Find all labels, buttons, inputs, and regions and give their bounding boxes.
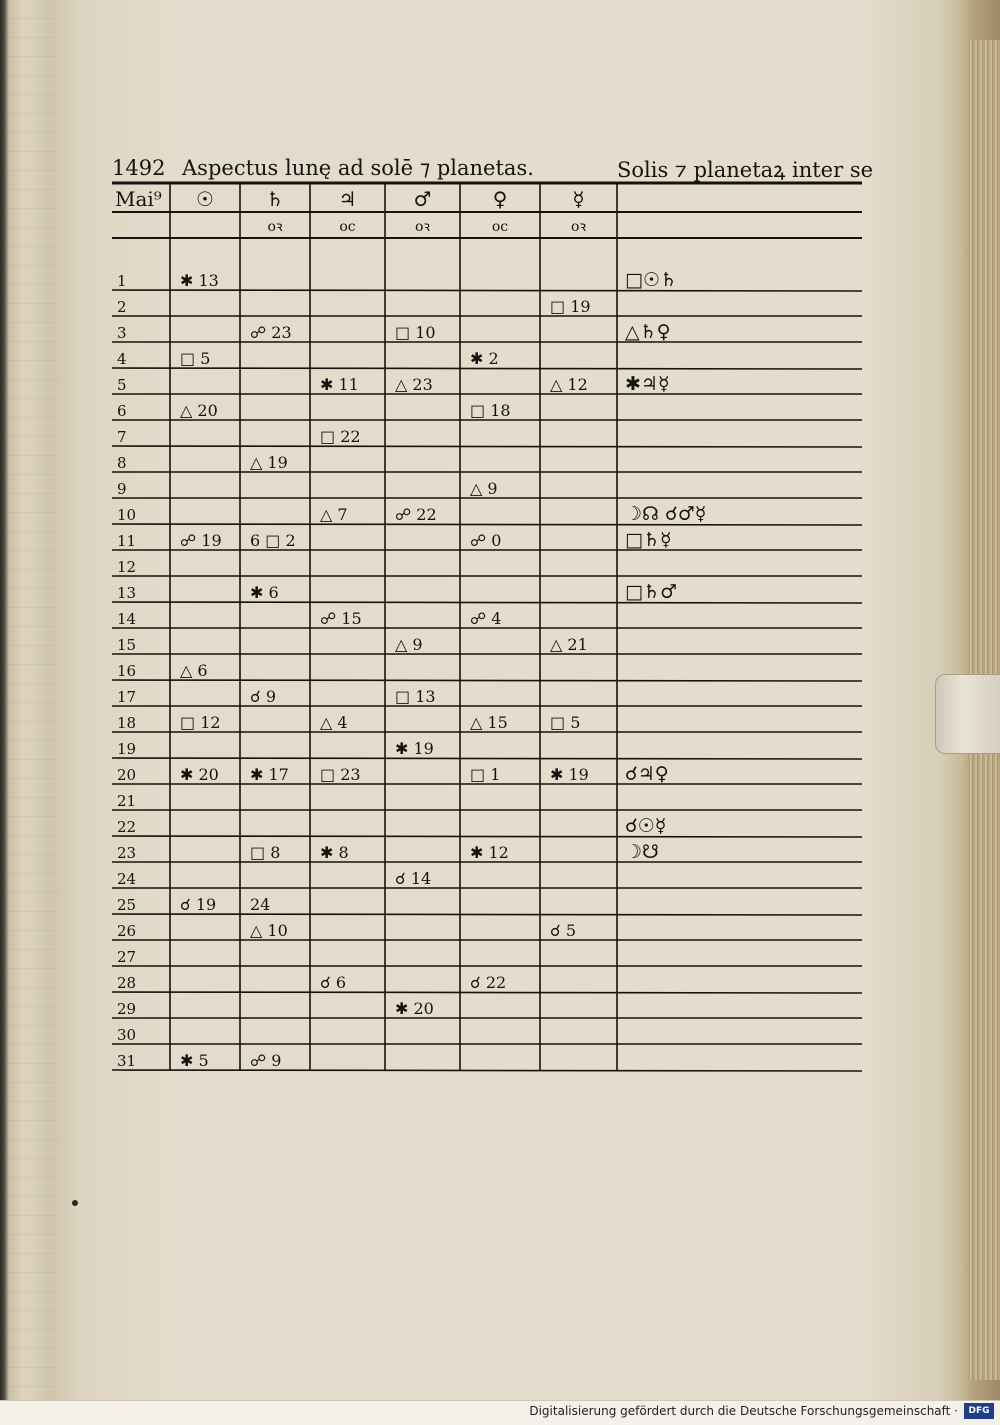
column-subheader: oc [491, 219, 509, 235]
planetary-aspect-cell: ☌☉☿ [625, 815, 667, 837]
lunar-aspect-cell: 6 □ 2 [250, 531, 296, 550]
lunar-aspect-cell: △ 6 [180, 661, 208, 680]
lunar-aspect-cell: ✱ 12 [470, 843, 509, 862]
year-heading: 1492 [112, 156, 166, 180]
planetary-aspect-cell: ✱♃☿ [625, 373, 670, 395]
lunar-aspect-cell: ✱ 5 [180, 1051, 209, 1070]
lunar-aspect-cell: □ 5 [180, 349, 211, 368]
column-subheader: oꝛ [570, 219, 587, 235]
column-header: Mai⁹ [115, 187, 162, 211]
day-number: 3 [117, 324, 127, 342]
planetary-aspect-cell: □♄♂ [625, 581, 678, 603]
day-number: 23 [117, 844, 137, 862]
day-number: 26 [117, 922, 137, 940]
column-header: ♂ [413, 187, 432, 211]
lunar-aspect-cell: ✱ 19 [550, 765, 589, 784]
column-header: ☉ [196, 187, 214, 211]
lunar-aspect-cell: □ 23 [320, 765, 361, 784]
day-number: 11 [117, 532, 137, 550]
day-number: 12 [117, 558, 137, 576]
day-number: 18 [117, 714, 137, 732]
lunar-aspect-cell: ☍ 22 [395, 505, 437, 524]
planetary-aspect-cell: □☉♄ [625, 269, 678, 291]
lunar-aspect-cell: ✱ 11 [320, 375, 359, 394]
lunar-aspect-cell: △ 7 [320, 505, 348, 524]
day-number: 20 [117, 766, 137, 784]
lunar-aspect-cell: △ 23 [395, 375, 433, 394]
lunar-aspect-cell: ☌ 5 [550, 921, 577, 940]
lunar-aspect-cell: ✱ 19 [395, 739, 434, 758]
lunar-aspect-cell: ☍ 4 [470, 609, 502, 628]
column-subheader: oꝛ [414, 219, 431, 235]
lunar-aspect-cell: ☍ 23 [250, 323, 292, 342]
lunar-aspect-cell: △ 4 [320, 713, 348, 732]
lunar-aspect-cell: ☌ 19 [180, 895, 217, 914]
lunar-aspect-cell: △ 15 [470, 713, 508, 732]
lunar-aspect-cell: □ 19 [550, 297, 591, 316]
lunar-aspect-cell: ✱ 6 [250, 583, 279, 602]
lunar-aspect-cell: 24 [250, 895, 271, 914]
digitization-credit: Digitalisierung gefördert durch die Deutsche Forschungsgemeinschaft · [529, 1404, 958, 1418]
lunar-aspect-cell: ✱ 20 [395, 999, 434, 1018]
planetary-aspect-cell: ☽☊ ☌♂☿ [625, 503, 707, 525]
lunar-aspect-cell: □ 8 [250, 843, 281, 862]
lunar-aspect-cell: ☍ 15 [320, 609, 362, 628]
lunar-aspect-cell: △ 21 [550, 635, 588, 654]
row-rule [112, 524, 862, 525]
column-header: ♄ [266, 187, 284, 211]
row-rule [112, 290, 862, 291]
row-rule [112, 914, 862, 915]
row-rule [112, 1070, 862, 1071]
lunar-aspect-cell: ☍ 0 [470, 531, 502, 550]
column-header: ☿ [572, 187, 585, 211]
day-number: 19 [117, 740, 137, 758]
row-rule [112, 992, 862, 993]
lunar-aspect-cell: △ 12 [550, 375, 588, 394]
planetary-aspects-heading: Solis ⁊ planetaꝝ inter se [617, 158, 874, 182]
planetary-aspect-cell: △♄♀ [625, 321, 671, 343]
day-number: 15 [117, 636, 137, 654]
row-rule [112, 758, 862, 759]
lunar-aspect-cell: △ 20 [180, 401, 218, 420]
lunar-aspect-cell: ✱ 2 [470, 349, 499, 368]
day-number: 22 [117, 818, 137, 836]
day-number: 1 [117, 272, 127, 290]
lunar-aspect-cell: ✱ 20 [180, 765, 219, 784]
day-number: 4 [117, 350, 127, 368]
column-subheader: oc [339, 219, 356, 235]
day-number: 16 [117, 662, 137, 680]
column-subheader: oꝛ [267, 219, 283, 235]
row-rule [112, 446, 862, 447]
lunar-aspect-cell: △ 9 [395, 635, 423, 654]
lunar-aspect-cell: ☍ 19 [180, 531, 222, 550]
row-rule [112, 368, 862, 369]
day-number: 21 [117, 792, 137, 810]
row-rule [112, 602, 862, 603]
planetary-aspect-cell: □♄☿ [625, 529, 672, 551]
day-number: 6 [117, 402, 127, 420]
planetary-aspect-cell: ☽☋ [625, 841, 659, 863]
day-number: 9 [117, 480, 127, 498]
lunar-aspect-cell: □ 10 [395, 323, 436, 342]
day-number: 7 [117, 428, 127, 446]
day-number: 2 [117, 298, 127, 316]
lunar-aspect-cell: ☌ 14 [395, 869, 432, 888]
day-number: 29 [117, 1000, 137, 1018]
day-number: 17 [117, 688, 137, 706]
row-rule [112, 680, 862, 681]
day-number: 10 [117, 506, 137, 524]
column-header: ♃ [338, 187, 357, 211]
lunar-aspects-heading: Aspectus lunę ad solē ⁊ planetas. [182, 156, 534, 180]
column-header: ♀ [492, 187, 508, 211]
lunar-aspect-cell: ☌ 6 [320, 973, 347, 992]
lunar-aspect-cell: □ 5 [550, 713, 581, 732]
day-number: 25 [117, 896, 137, 914]
lunar-aspect-cell: ☌ 9 [250, 687, 277, 706]
day-number: 5 [117, 376, 127, 394]
day-number: 30 [117, 1026, 137, 1044]
lunar-aspect-cell: □ 22 [320, 427, 361, 446]
lunar-aspect-cell: △ 19 [250, 453, 288, 472]
day-number: 28 [117, 974, 137, 992]
lunar-aspect-cell: □ 1 [470, 765, 501, 784]
lunar-aspect-cell: ✱ 13 [180, 271, 219, 290]
day-number: 27 [117, 948, 137, 966]
day-number: 13 [117, 584, 137, 602]
lunar-aspect-cell: ✱ 17 [250, 765, 289, 784]
day-number: 31 [117, 1052, 137, 1070]
lunar-aspect-cell: △ 10 [250, 921, 288, 940]
ink-dot [72, 1200, 78, 1206]
day-number: 24 [117, 870, 137, 888]
lunar-aspect-cell: □ 12 [180, 713, 221, 732]
row-rule [112, 836, 862, 837]
dfg-logo: DFG [964, 1403, 994, 1419]
lunar-aspect-cell: ✱ 8 [320, 843, 349, 862]
lunar-aspect-cell: □ 13 [395, 687, 436, 706]
planetary-aspect-cell: ☌♃♀ [625, 763, 669, 785]
lunar-aspect-cell: □ 18 [470, 401, 511, 420]
day-number: 14 [117, 610, 137, 628]
lunar-aspect-cell: ☌ 22 [470, 973, 507, 992]
lunar-aspect-cell: ☍ 9 [250, 1051, 282, 1070]
day-number: 8 [117, 454, 127, 472]
lunar-aspect-cell: △ 9 [470, 479, 498, 498]
